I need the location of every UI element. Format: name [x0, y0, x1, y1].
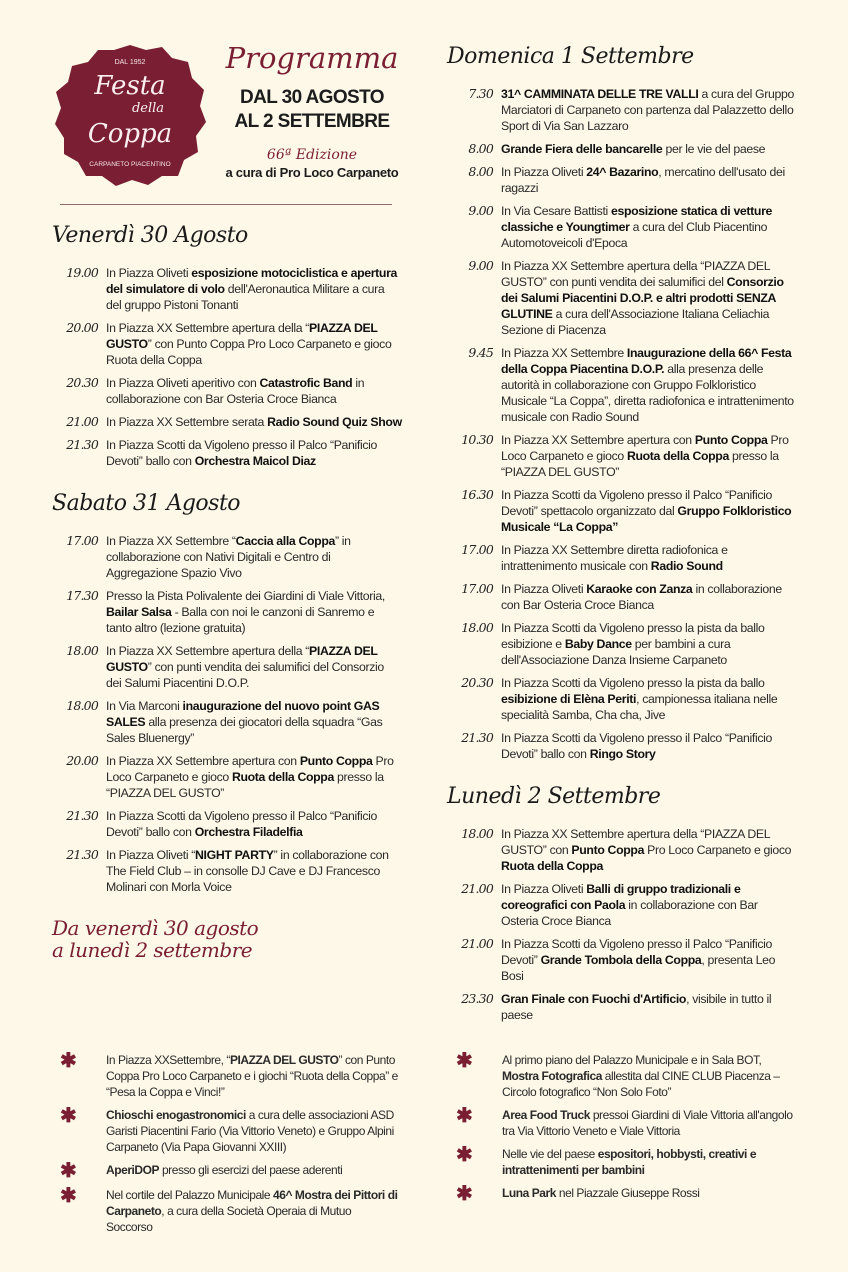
day-title-lunedi: Lunedì 2 Settembre — [447, 784, 661, 809]
text-segment: In Piazza Scotti da Vigoleno presso il Palco “Panificio Devoti” ballo con — [106, 438, 378, 468]
event-item — [52, 753, 402, 801]
event-item — [52, 375, 402, 407]
highlight-text: Punto Coppa — [571, 843, 645, 857]
event-time: 21.00 — [461, 881, 493, 896]
text-segment: In Piazza XX Settembre apertura della “ — [106, 644, 310, 658]
event-item — [447, 203, 797, 251]
event-item — [447, 881, 797, 929]
highlight-text: Chioschi enogastronomici — [106, 1108, 246, 1122]
text-segment: In Piazza Scotti da Vigoleno presso il Palco “Panificio Devoti” ballo con — [106, 809, 378, 839]
left-column — [52, 38, 402, 1030]
event-item — [52, 533, 402, 581]
event-item — [447, 675, 797, 723]
highlight-text: inaugurazione del nuovo point GAS SALES — [106, 699, 380, 729]
text-segment: in collaborazione con Bar Osteria Croce Bianca — [501, 582, 782, 612]
ongoing-description — [502, 1052, 796, 1100]
event-description — [501, 487, 797, 535]
event-description — [501, 203, 797, 251]
event-description — [106, 588, 402, 636]
ongoing-title-line-2: a lunedì 2 settembre — [52, 938, 253, 962]
text-segment: In Piazza XX Settembre apertura con — [501, 433, 695, 447]
edition: 66ª Edizione — [266, 147, 358, 163]
divider — [60, 204, 392, 205]
text-segment: In Piazza XX Settembre “ — [106, 534, 236, 548]
event-description — [501, 141, 797, 157]
asterisk-icon: ✱ — [60, 1160, 77, 1182]
event-time: 17.00 — [461, 581, 493, 596]
ongoing-description — [106, 1162, 400, 1180]
event-time: 17.30 — [66, 588, 98, 603]
text-segment: ” in collaborazione con Nativi Digitali e Centro di Aggregazione Spazio Vivo — [106, 534, 351, 580]
event-time: 16.30 — [461, 487, 493, 502]
ongoing-item — [456, 1052, 796, 1100]
highlight-text: Catastrofic Band — [259, 376, 353, 390]
event-time: 20.30 — [66, 375, 98, 390]
event-item — [52, 437, 402, 469]
highlight-text: PIAZZA DEL GUSTO — [106, 321, 378, 351]
header-info — [222, 38, 402, 198]
ongoing-title-line-1: Da venerdì 30 agosto — [52, 916, 259, 940]
event-time: 18.00 — [66, 643, 98, 658]
dates-line-2: AL 2 SETTEMBRE — [234, 111, 390, 132]
event-time: 8.00 — [468, 164, 493, 179]
logo-name-1: Festa — [94, 71, 166, 101]
event-time: 21.30 — [66, 808, 98, 823]
text-segment: in collaborazione con Bar Osteria Croce Bianca — [501, 898, 758, 928]
highlight-text: Grande Fiera delle bancarelle — [501, 142, 663, 156]
text-segment: ” con punti vendita dei salumifici del Consorzio dei Salumi Piacentini D.O.P. — [106, 660, 384, 690]
event-time: 18.00 — [461, 620, 493, 635]
text-segment: pressoi Giardini di Viale Vittoria all'angolo tra Via Vittorio Veneto e Viale Vittoria — [502, 1108, 793, 1138]
event-item — [447, 581, 797, 613]
ongoing-description — [106, 1107, 400, 1155]
highlight-text: 24^ Bazarino — [586, 165, 659, 179]
event-time: 20.00 — [66, 320, 98, 335]
text-segment: , mercatino dell'usato dei ragazzi — [501, 165, 785, 195]
text-segment: In Piazza Oliveti “ — [106, 848, 196, 862]
highlight-text: Grande Tombola della Coppa — [540, 953, 702, 967]
event-item — [447, 141, 797, 157]
event-description — [501, 675, 797, 723]
events-venerdi — [52, 265, 402, 469]
text-segment: In Piazza XX Settembre serata — [106, 415, 268, 429]
highlight-text: Ruota della Coppa — [626, 449, 729, 463]
text-segment: In Piazza XX Settembre apertura della “ — [106, 321, 310, 335]
event-time: 9.45 — [468, 345, 493, 360]
logo-place: CARPANETO PIACENTINO — [89, 161, 171, 168]
event-item — [447, 991, 797, 1023]
highlight-text: Ringo Story — [589, 747, 656, 761]
event-time: 23.30 — [461, 991, 493, 1006]
event-time: 8.00 — [468, 141, 493, 156]
event-description — [106, 808, 402, 840]
event-description — [501, 258, 797, 338]
text-segment: In Piazza Oliveti aperitivo con — [106, 376, 260, 390]
event-description — [501, 730, 797, 762]
event-time: 7.30 — [468, 86, 493, 101]
ongoing-list-left — [60, 1052, 410, 1242]
highlight-text: Mostra Fotografica — [502, 1069, 602, 1083]
highlight-text: Karaoke con Zanza — [586, 582, 693, 596]
text-segment: alla presenza dei giocatori della squadra “Gas Sales Bluenergy” — [106, 715, 383, 745]
highlight-text: Consorzio dei Salumi Piacentini D.O.P. e altri prodotti SENZA GLUTINE — [501, 275, 784, 321]
text-segment: In Via Marconi — [106, 699, 183, 713]
ongoing-item — [60, 1107, 400, 1155]
event-item — [52, 588, 402, 636]
logo-name-3: Coppa — [87, 119, 173, 149]
highlight-text: Gruppo Folkloristico Musicale “La Coppa” — [501, 504, 792, 534]
events-sabato — [52, 533, 402, 895]
text-segment: ” con Punto Coppa Pro Loco Carpaneto e gioco Ruota della Coppa — [106, 337, 392, 367]
day-title-venerdi: Venerdì 30 Agosto — [52, 223, 248, 248]
ongoing-item — [60, 1052, 400, 1100]
event-item — [52, 847, 402, 895]
text-segment: Pro Loco Carpaneto e gioco — [106, 754, 394, 784]
text-segment: Pro Loco Carpaneto e gioco — [501, 433, 789, 463]
event-item — [52, 414, 402, 430]
event-description — [106, 375, 402, 407]
text-segment: , a cura della Società Operaia di Mutuo Soccorso — [106, 1204, 352, 1234]
text-segment: In Piazza XX Settembre apertura della “PIAZZA DEL GUSTO” con — [501, 827, 770, 857]
event-item — [447, 620, 797, 668]
event-description — [501, 620, 797, 668]
event-time: 19.00 — [66, 265, 98, 280]
events-lunedi — [447, 826, 797, 1023]
event-time: 21.00 — [66, 414, 98, 429]
asterisk-icon: ✱ — [456, 1144, 473, 1166]
event-description — [106, 847, 402, 895]
text-segment: presso la “PIAZZA DEL GUSTO” — [106, 770, 384, 800]
highlight-text: Ruota della Coppa — [501, 859, 603, 873]
highlight-text: Punto Coppa — [694, 433, 768, 447]
text-segment: presso la “PIAZZA DEL GUSTO” — [501, 449, 779, 479]
event-item — [447, 936, 797, 984]
highlight-text: NIGHT PARTY — [195, 848, 274, 862]
text-segment: dell'Aeronautica Militare a cura del gruppo Pistoni Tonanti — [106, 282, 385, 312]
asterisk-icon: ✱ — [456, 1050, 473, 1072]
text-segment: In Piazza XX Settembre — [501, 346, 627, 360]
text-segment: - Balla con noi le canzoni di Sanremo e tanto altro (lezione gratuita) — [106, 605, 375, 635]
ongoing-item — [456, 1107, 796, 1139]
text-segment: In Piazza Oliveti — [501, 165, 587, 179]
events-domenica — [447, 86, 797, 762]
event-time: 21.00 — [461, 936, 493, 951]
text-segment: In Piazza XXSettembre, “ — [106, 1053, 230, 1067]
event-time: 21.30 — [66, 847, 98, 862]
event-item — [447, 826, 797, 874]
ongoing-description — [502, 1185, 796, 1203]
ongoing-list-right — [456, 1052, 806, 1242]
event-item — [52, 698, 402, 746]
event-item — [447, 730, 797, 762]
event-item — [52, 265, 402, 313]
event-description — [501, 581, 797, 613]
text-segment: , campionessa italiana nelle specialità Samba, Cha cha, Jive — [501, 692, 778, 722]
ongoing-description — [502, 1107, 796, 1139]
event-description — [501, 86, 797, 134]
highlight-text: espositori, hobbysti, creativi e intrattenimenti per bambini — [502, 1147, 757, 1177]
event-description — [106, 320, 402, 368]
highlight-text: Balli di gruppo tradizionali e coreografici con Paola — [501, 882, 741, 912]
right-column — [447, 38, 797, 1030]
text-segment: a cura del Gruppo Marciatori di Carpaneto con partenza dal Palazzetto dello Sport di Via San Lazzaro — [501, 87, 794, 133]
highlight-text: PIAZZA DEL GUSTO — [229, 1053, 339, 1067]
highlight-text: Area Food Truck — [502, 1108, 590, 1122]
event-time: 20.00 — [66, 753, 98, 768]
event-item — [52, 808, 402, 840]
highlight-text: esposizione motociclistica e apertura del simulatore di volo — [106, 266, 398, 296]
event-time: 18.00 — [461, 826, 493, 841]
day-title-sabato: Sabato 31 Agosto — [52, 491, 241, 516]
highlight-text: Radio Sound — [650, 559, 723, 573]
text-segment: allestita dal CINE CLUB Piacenza – Circolo fotografico “Non Solo Foto” — [502, 1069, 780, 1099]
highlight-text: Bailar Salsa — [106, 605, 172, 619]
event-item — [447, 487, 797, 535]
event-time: 17.00 — [461, 542, 493, 557]
text-segment: per le vie del paese — [662, 142, 766, 156]
asterisk-icon: ✱ — [456, 1183, 473, 1205]
logo-since: DAL 1952 — [114, 59, 146, 66]
event-time: 9.00 — [468, 258, 493, 273]
text-segment: ” in collaborazione con The Field Club – in consolle DJ Cave e DJ Francesco Molinari con Morla Voice — [106, 848, 389, 894]
text-segment: , presenta Leo Bosi — [501, 953, 776, 983]
event-description — [501, 432, 797, 480]
highlight-text: Gran Finale con Fuochi d'Artificio — [501, 992, 687, 1006]
event-item — [447, 164, 797, 196]
highlight-text: esposizione statica di vetture classiche e Youngtimer — [501, 204, 772, 234]
event-time: 21.30 — [461, 730, 493, 745]
ongoing-item — [456, 1185, 796, 1203]
text-segment: Nelle vie del paese — [502, 1147, 598, 1161]
event-description — [106, 533, 402, 581]
highlight-text: Baby Dance — [564, 637, 632, 651]
text-segment: In Piazza Scotti da Vigoleno presso la pista da ballo — [501, 676, 765, 690]
ongoing-item — [456, 1146, 796, 1178]
text-segment: In Piazza XX Settembre diretta radiofonica e intrattenimento musicale con — [501, 543, 728, 573]
festa-della-coppa-logo — [52, 42, 208, 188]
ongoing-title — [52, 917, 402, 961]
ongoing-description — [106, 1052, 400, 1100]
text-segment: In Piazza Scotti da Vigoleno presso il Palco “Panificio Devoti” spettacolo organizzato dal — [501, 488, 773, 518]
text-segment: In Piazza XX Settembre apertura della “PIAZZA DEL GUSTO” con punti vendita dei salumifici del — [501, 259, 770, 289]
logo-name-2: della — [131, 101, 165, 116]
text-segment: presso gli esercizi del paese aderenti — [159, 1163, 343, 1177]
highlight-text: 31^ CAMMINATA DELLE TRE VALLI — [501, 87, 699, 101]
event-description — [501, 826, 797, 874]
curator: a cura di Pro Loco Carpaneto — [225, 165, 399, 180]
event-description — [501, 164, 797, 196]
day-title-domenica: Domenica 1 Settembre — [447, 44, 694, 69]
text-segment: In Via Cesare Battisti — [501, 204, 611, 218]
highlight-text: Inaugurazione della 66^ Festa della Coppa Piacentina D.O.P. — [501, 346, 792, 376]
text-segment: In Piazza XX Settembre apertura con — [106, 754, 300, 768]
highlight-text: Radio Sound Quiz Show — [267, 415, 402, 429]
highlight-text: Caccia alla Coppa — [235, 534, 335, 548]
event-description — [106, 753, 402, 801]
asterisk-icon: ✱ — [456, 1105, 473, 1127]
event-time: 20.30 — [461, 675, 493, 690]
highlight-text: Luna Park — [502, 1186, 556, 1200]
event-description — [501, 345, 797, 425]
program-title: Programma — [225, 41, 399, 75]
event-time: 18.00 — [66, 698, 98, 713]
text-segment: In Piazza Oliveti — [501, 882, 587, 896]
event-time: 10.30 — [461, 432, 493, 447]
text-segment: per bambini a cura dell'Associazione Danza Insieme Carpaneto — [501, 637, 731, 667]
event-description — [106, 265, 402, 313]
highlight-text: esibizione di Elèna Periti — [501, 692, 637, 706]
event-time: 21.30 — [66, 437, 98, 452]
highlight-text: Orchestra Filadelfia — [194, 825, 303, 839]
event-time: 17.00 — [66, 533, 98, 548]
event-item — [447, 345, 797, 425]
event-description — [501, 881, 797, 929]
highlight-text: AperiDOP — [106, 1163, 160, 1177]
text-segment: In Piazza Scotti da Vigoleno presso il Palco “Panificio Devoti” — [501, 937, 773, 967]
ongoing-description — [106, 1187, 400, 1235]
text-segment: In Piazza Oliveti — [501, 582, 587, 596]
highlight-text: Ruota della Coppa — [231, 770, 334, 784]
festival-dates — [222, 86, 402, 134]
event-item — [52, 643, 402, 691]
columns — [0, 38, 848, 1030]
event-item — [447, 542, 797, 574]
event-item — [447, 432, 797, 480]
event-description — [501, 936, 797, 984]
text-segment: alla presenza delle autorità in collaborazione con Gruppo Folkloristico Musicale “La Coppa”, diretta radiofonica e intrattenimento musicale con Radio Sound — [501, 362, 794, 424]
event-time: 9.00 — [468, 203, 493, 218]
event-description — [106, 643, 402, 691]
highlight-text: PIAZZA DEL GUSTO — [106, 644, 378, 674]
event-description — [106, 698, 402, 746]
ongoing-item — [60, 1187, 400, 1235]
ongoing-lists — [0, 1052, 848, 1242]
text-segment: In Piazza Scotti da Vigoleno presso la pista da ballo esibizione e — [501, 621, 765, 651]
event-item — [52, 320, 402, 368]
highlight-text: Punto Coppa — [299, 754, 373, 768]
event-description — [501, 542, 797, 574]
dates-line-1: DAL 30 AGOSTO — [240, 87, 384, 108]
text-segment: In Piazza Oliveti — [106, 266, 192, 280]
ongoing-description — [502, 1146, 796, 1178]
text-segment: ” con Punto Coppa Pro Loco Carpaneto e i giochi “Ruota della Coppa” e “Pesa la Coppa e Vinci!” — [106, 1053, 398, 1099]
event-item — [447, 258, 797, 338]
ongoing-item — [60, 1162, 400, 1180]
text-segment: In Piazza Scotti da Vigoleno presso il Palco “Panificio Devoti” ballo con — [501, 731, 773, 761]
highlight-text: Orchestra Maicol Diaz — [194, 454, 316, 468]
asterisk-icon: ✱ — [60, 1105, 77, 1127]
highlight-text: 46^ Mostra dei Pittori di Carpaneto — [106, 1188, 398, 1218]
text-segment: Pro Loco Carpaneto e gioco — [644, 843, 792, 857]
text-segment: a cura del Club Piacentino Automotoveicoli d'Epoca — [501, 220, 768, 250]
event-description — [106, 437, 402, 469]
text-segment: in collaborazione con Bar Osteria Croce Bianca — [106, 376, 365, 406]
event-item — [447, 86, 797, 134]
text-segment: Presso la Pista Polivalente dei Giardini di Viale Vittoria, — [106, 589, 385, 603]
text-segment: Al primo piano del Palazzo Municipale e in Sala BOT, — [502, 1053, 762, 1067]
text-segment: , visibile in tutto il paese — [501, 992, 772, 1022]
event-description — [501, 991, 797, 1023]
text-segment: a cura delle associazioni ASD Garisti Piacentini Fario (Via Vittorio Veneto) e Gruppo Alpini Carpaneto (Via Papa Giovanni XXIII) — [106, 1108, 394, 1154]
text-segment: a cura dell'Associazione Italiana Celiachia Sezione di Piacenza — [501, 307, 770, 337]
event-description — [106, 414, 402, 430]
text-segment: Nel cortile del Palazzo Municipale — [106, 1188, 274, 1202]
header — [52, 38, 402, 198]
text-segment: nel Piazzale Giuseppe Rossi — [555, 1186, 700, 1200]
asterisk-icon: ✱ — [60, 1050, 77, 1072]
asterisk-icon: ✱ — [60, 1185, 77, 1207]
